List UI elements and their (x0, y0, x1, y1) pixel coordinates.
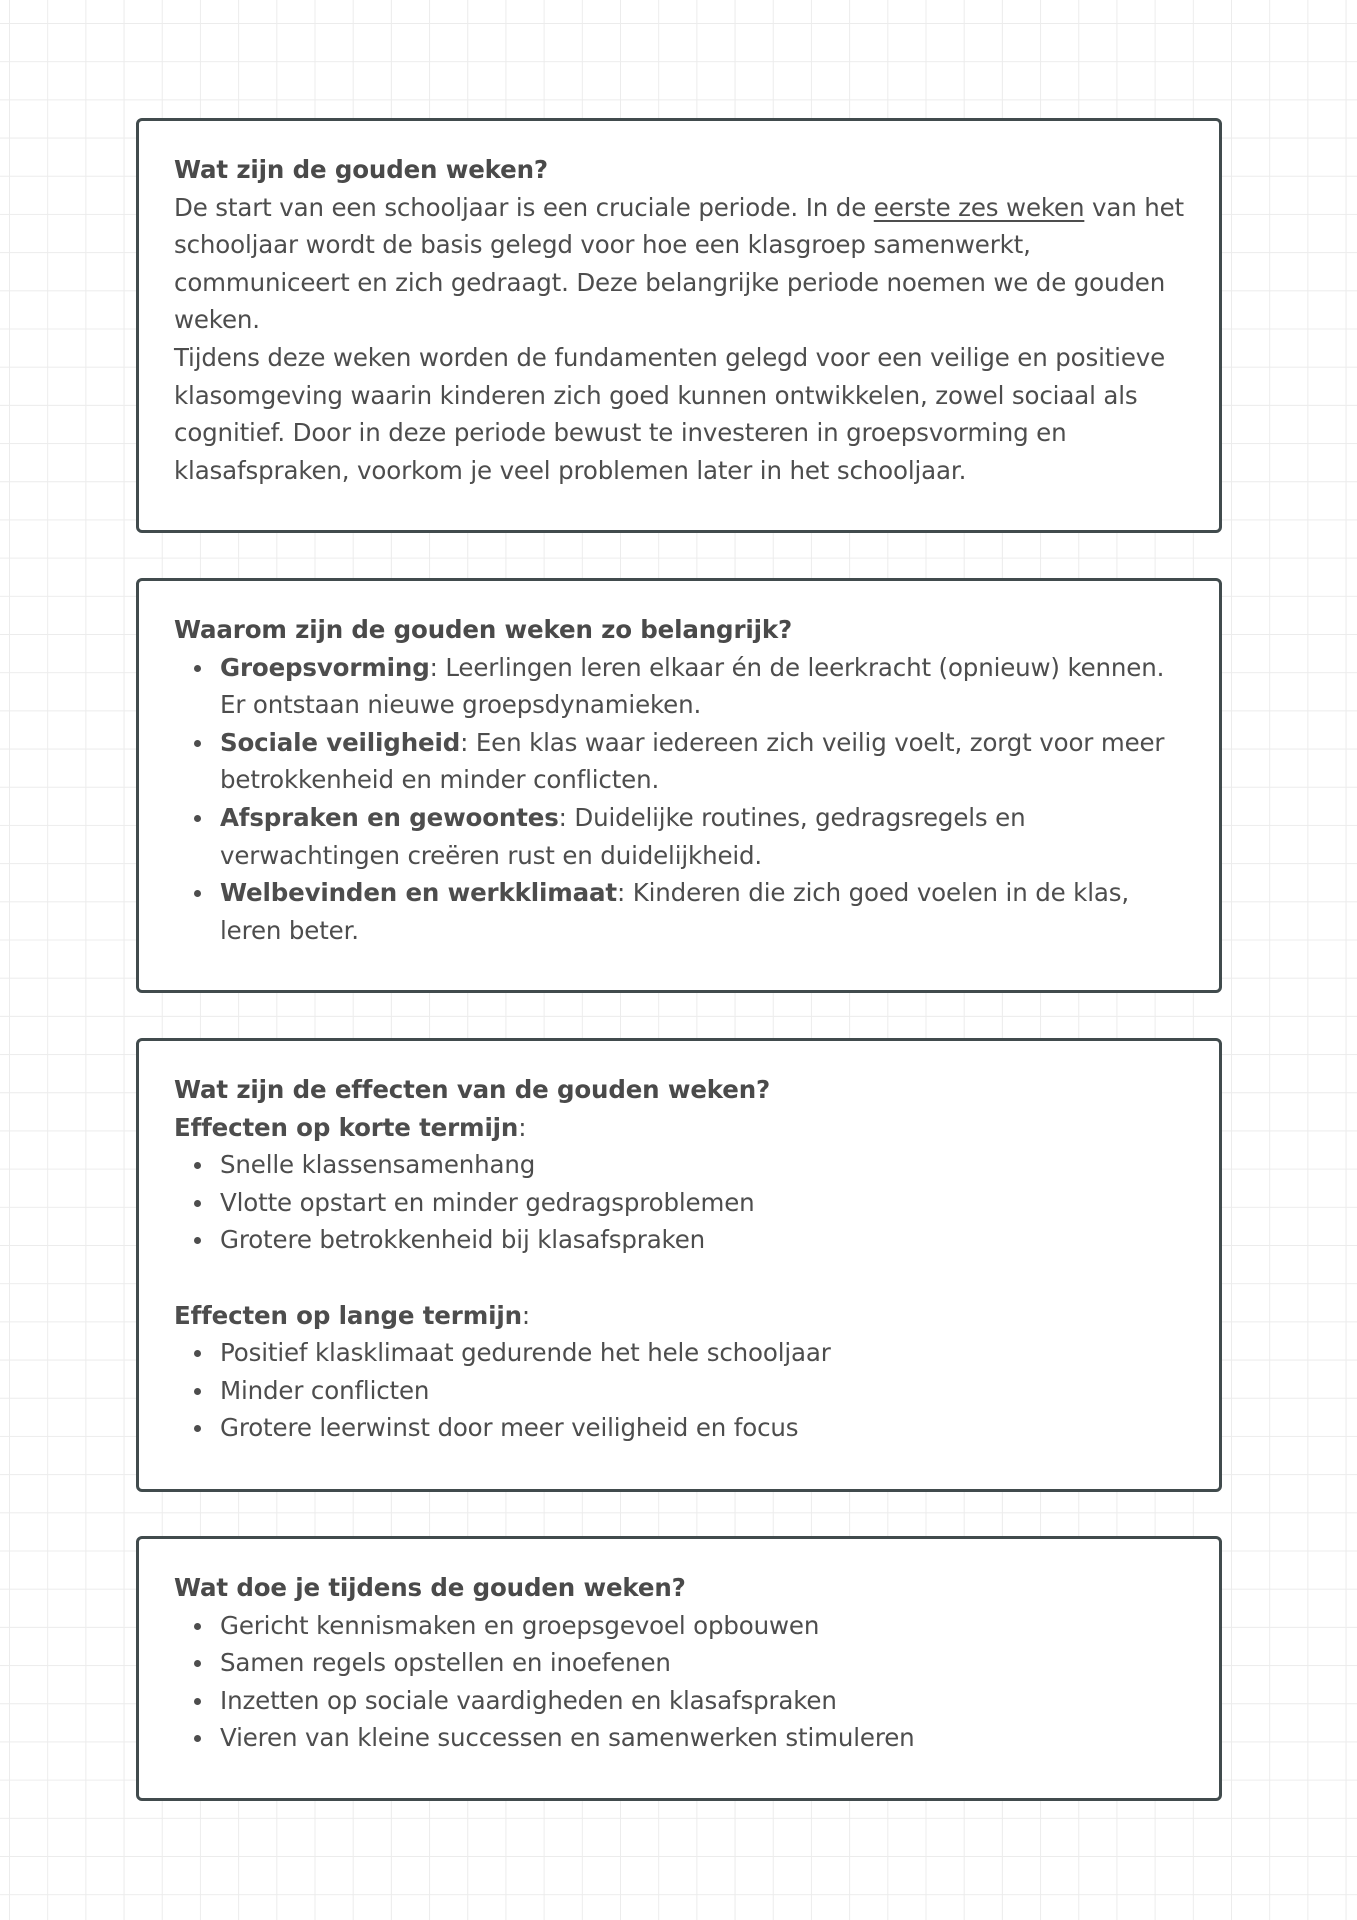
list-item (220, 724, 1185, 799)
list-item (220, 649, 1185, 724)
long-term-list (174, 1334, 1185, 1447)
foundation-paragraph: Tijdens deze weken worden de fundamenten gelegd voor een veilige en positieve klasomgeving waarin kinderen zich goed kunnen ontwikkelen, zowel sociaal als cognitief. Door in deze periode bewust te investeren in groepsvorming en klasafspraken, voorkom je veel problemen later in het schooljaar. (174, 342, 1166, 485)
list-item-text: : Kinderen die zich goed voelen in de klas, leren beter. (220, 878, 1129, 945)
list-item-term: Welbevinden en werkklimaat (220, 878, 617, 908)
list-item: Samen regels opstellen en inoefenen (220, 1644, 1185, 1682)
section-heading: Wat zijn de gouden weken? (174, 155, 548, 184)
list-item-term: Sociale veiligheid (220, 727, 461, 757)
list-item: Vieren van kleine successen en samenwerken stimuleren (220, 1719, 1185, 1757)
paragraph-text: van het schooljaar wordt de basis gelegd voor hoe een klasgroep samenwerkt, communiceert en zich gedraagt. Deze belangrijke periode noemen we de gouden weken. (174, 192, 1184, 335)
short-term-label (174, 1109, 1185, 1147)
activities-list (174, 1607, 1185, 1757)
paragraph-text: De start van een schooljaar is een cruciale periode. In de (174, 192, 874, 222)
list-item-text: : Een klas waar iedereen zich veilig voelt, zorgt voor meer betrokkenheid en minder conflicten. (220, 727, 1165, 795)
list-item (220, 799, 1185, 874)
subheading: Effecten op lange termijn (174, 1300, 522, 1330)
colon: : (518, 1112, 527, 1142)
section-heading: Wat doe je tijdens de gouden weken? (174, 1573, 686, 1602)
list-item-text: : Leerlingen leren elkaar én de leerkracht (opnieuw) kennen. Er ontstaan nieuwe groepsdynamieken. (220, 652, 1165, 720)
long-term-label (174, 1297, 1185, 1335)
reasons-list (174, 649, 1185, 950)
list-item: Gericht kennismaken en groepsgevoel opbouwen (220, 1607, 1185, 1645)
colon: : (521, 1300, 530, 1330)
list-item: Minder conflicten (220, 1372, 1185, 1410)
underlined-phrase: eerste zes weken (873, 192, 1085, 222)
spacer (174, 1259, 1185, 1297)
list-item: Inzetten op sociale vaardigheden en klasafspraken (220, 1682, 1185, 1720)
section-card-effects (136, 1038, 1222, 1492)
section-card-why-important (136, 578, 1222, 993)
section-heading: Waarom zijn de gouden weken zo belangrijk? (174, 615, 793, 644)
section-heading: Wat zijn de effecten van de gouden weken? (174, 1075, 771, 1104)
list-item-text: : Duidelijke routines, gedragsregels en verwachtingen creëren rust en duidelijkheid. (220, 802, 1026, 870)
section-card-what-are-golden-weeks (136, 118, 1222, 533)
intro-paragraph (174, 189, 1185, 339)
subheading: Effecten op korte termijn (174, 1112, 519, 1142)
list-item: Vlotte opstart en minder gedragsproblemen (220, 1184, 1185, 1222)
list-item-term: Groepsvorming (220, 652, 430, 682)
list-item: Snelle klassensamenhang (220, 1146, 1185, 1184)
list-item-term: Afspraken en gewoontes (220, 802, 559, 832)
list-item: Positief klasklimaat gedurende het hele schooljaar (220, 1334, 1185, 1372)
section-card-what-to-do (136, 1536, 1222, 1801)
short-term-list (174, 1146, 1185, 1259)
list-item (220, 874, 1185, 949)
list-item: Grotere leerwinst door meer veiligheid en focus (220, 1409, 1185, 1447)
list-item: Grotere betrokkenheid bij klasafspraken (220, 1221, 1185, 1259)
